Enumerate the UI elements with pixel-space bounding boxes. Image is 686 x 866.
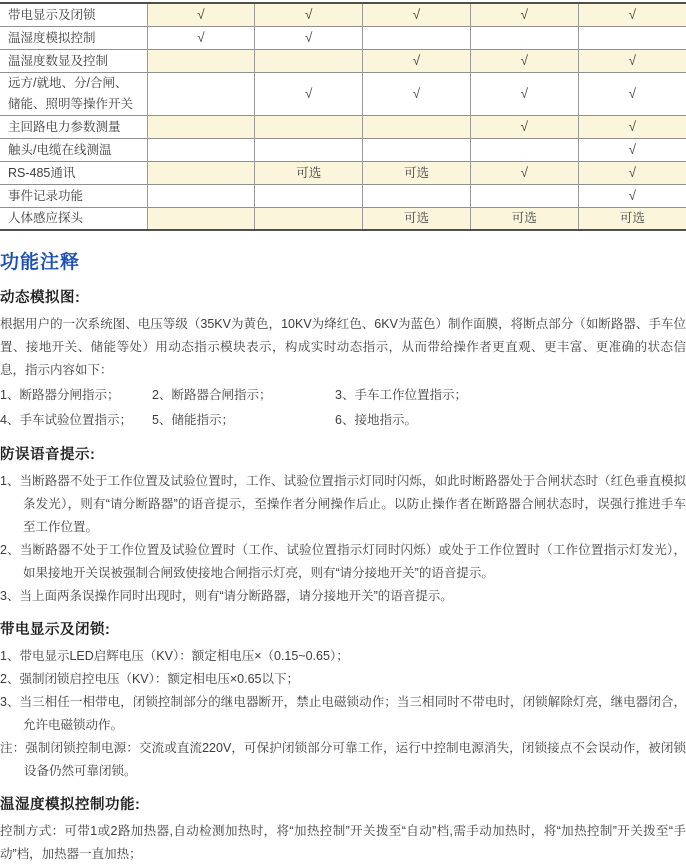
optional-cell: 可选 [363,162,471,185]
empty-cell [147,208,255,231]
table-row [0,27,686,50]
table-row [0,185,686,208]
list-item: 3、当上面两条误操作同时出现时，则有“请分断路器，请分接地开关”的语音提示。 [0,589,453,603]
empty-cell [147,162,255,185]
check-cell [470,73,578,116]
check-mark-icon: √ [304,86,313,101]
table-row [0,139,686,162]
check-cell [578,116,686,139]
list-item: 1、带电显示LED启辉电压（KV）：额定相电压×（0.15~0.65）； [0,649,349,663]
empty-cell [470,185,578,208]
section-heading-live-display: 带电显示及闭锁: [0,622,111,638]
list-item: 1、断路器分闸指示； [0,388,120,402]
row-label-cell: 带电显示及闭锁 [8,7,96,22]
row-label-cell: 温湿度数显及控制 [0,50,147,73]
check-mark-icon: √ [412,53,421,68]
check-cell [578,73,686,116]
check-mark-icon: √ [520,165,528,180]
feature-table [0,2,686,231]
check-mark-icon: √ [628,142,637,157]
optional-cell: 可选 [363,208,471,231]
optional-cell: 可选 [470,208,578,231]
list-item: 3、当三相任一相带电，闭锁控制部分的继电器断开，禁止电磁锁动作；当三相同时不带电时，闭锁解除灯亮，继电器闭合，允许电磁锁动作。 [0,695,686,732]
list-item: 1、当断路器不处于工作位置及试验位置时，工作、试验位置指示灯同时闪烁，如此时断路器处于合闸状态时（红色垂直模拟条发光），则有“请分断路器”的语音提示，至操作者分闸操作后止。以防止操作者在断路器合闸状态时，误强行推进手车至工作位置。 [0,474,686,534]
empty-cell [255,50,363,73]
note-text: 注：强制闭锁控制电源：交流或直流220V，可保护闭锁部分可靠工作，运行中控制电源消失，闭锁接点不会误动作，被闭锁设备仍然可靠闭锁。 [0,741,686,778]
section-heading-humidity-control: 温湿度模拟控制功能: [0,797,141,813]
check-mark-icon: √ [628,119,637,134]
check-mark-icon: √ [304,30,313,45]
section-heading-voice-prompt: 防误语音提示: [0,447,96,463]
empty-cell [255,208,363,231]
list-item: 4、手车试验位置指示； [0,413,132,427]
check-cell [578,3,686,27]
optional-cell: 可选 [578,208,686,231]
check-cell [470,3,578,27]
empty-cell [578,27,686,50]
empty-cell [470,139,578,162]
check-cell [578,139,686,162]
check-cell [363,3,471,27]
check-mark-icon: √ [520,53,528,68]
check-mark-icon: √ [412,7,421,22]
row-label-cell: 触头/电缆在线测温 [0,139,147,162]
list-item: 5、储能指示； [152,413,234,427]
check-cell [147,3,255,27]
list-item: 2、当断路器不处于工作位置及试验位置时（工作、试验位置指示灯同时闪烁）或处于工作位置时（工作位置指示灯发光），如果接地开关误被强制合闸致使接地合闸指示灯亮，则有“请分接地开关”的语音提示。 [0,543,686,580]
check-cell [255,3,363,27]
check-mark-icon: √ [628,165,637,180]
list-item: 6、接地指示。 [335,413,417,427]
empty-cell [470,27,578,50]
check-mark-icon: √ [628,188,637,203]
indicator-list [0,383,686,433]
page-title: 功能注释 [0,252,81,273]
table-row [0,208,686,231]
empty-cell [363,116,471,139]
check-cell [363,50,471,73]
empty-cell [147,116,255,139]
list-item: 2、强制闭锁启控电压（KV）：额定相电压×0.65以下； [0,672,300,686]
check-cell [147,27,255,50]
list-item: 2、断路器合闸指示； [152,388,272,402]
check-cell [470,116,578,139]
check-mark-icon: √ [628,7,637,22]
empty-cell [363,27,471,50]
check-cell [363,73,471,116]
table-row [0,50,686,73]
empty-cell [363,185,471,208]
row-label-cell: 人体感应探头 [0,208,147,231]
empty-cell [255,116,363,139]
check-cell [578,162,686,185]
row-label-cell: 温湿度模拟控制 [0,27,147,50]
check-mark-icon: √ [197,30,205,45]
check-cell [578,50,686,73]
catalog-page [0,2,686,861]
row-label-cell: 事件记录功能 [0,185,147,208]
empty-cell [363,139,471,162]
table-row [0,162,686,185]
empty-cell [255,139,363,162]
empty-cell [147,185,255,208]
check-cell [255,73,363,116]
table-row [0,3,686,27]
check-mark-icon: √ [520,86,528,101]
check-mark-icon: √ [520,7,528,22]
row-label-cell: RS-485通讯 [0,162,147,185]
table-row [0,73,686,116]
empty-cell [147,50,255,73]
paragraph-dynamic-diagram: 根据用户的一次系统图、电压等级（35KV为黄色，10KV为绛红色、6KV为蓝色）制作面膜，将断点部分（如断路器、手车位置、接地开关、储能等处）用动态指示模块表示，构成实时动态指示，从而带给操作者更直观、更丰富、更准确的状态信息，指示内容如下： [0,317,686,377]
check-cell [470,162,578,185]
optional-cell: 可选 [255,162,363,185]
check-cell [470,50,578,73]
paragraph-humidity-control: 控制方式：可带1或2路加热器,自动检测加热时，将“加热控制”开关拨至“自动”档,需手动加热时，将“加热控制”开关拨至“手动”档，加热器一直加热； [0,824,686,861]
check-cell [578,185,686,208]
row-label-cell: 远方/就地、分/合闸、储能、照明等操作开关 [0,73,147,116]
check-mark-icon: √ [628,53,637,68]
check-mark-icon: √ [197,7,205,22]
list-item: 3、手车工作位置指示； [335,388,467,402]
check-mark-icon: √ [628,86,637,101]
section-heading-dynamic-diagram: 动态模拟图: [0,290,81,306]
check-mark-icon: √ [520,119,528,134]
check-mark-icon: √ [304,7,313,22]
table-row [0,116,686,139]
empty-cell [147,139,255,162]
feature-table-body [0,3,686,230]
row-label-cell: 主回路电力参数测量 [0,116,147,139]
check-cell [255,27,363,50]
empty-cell [147,73,255,116]
empty-cell [255,185,363,208]
check-mark-icon: √ [412,86,421,101]
